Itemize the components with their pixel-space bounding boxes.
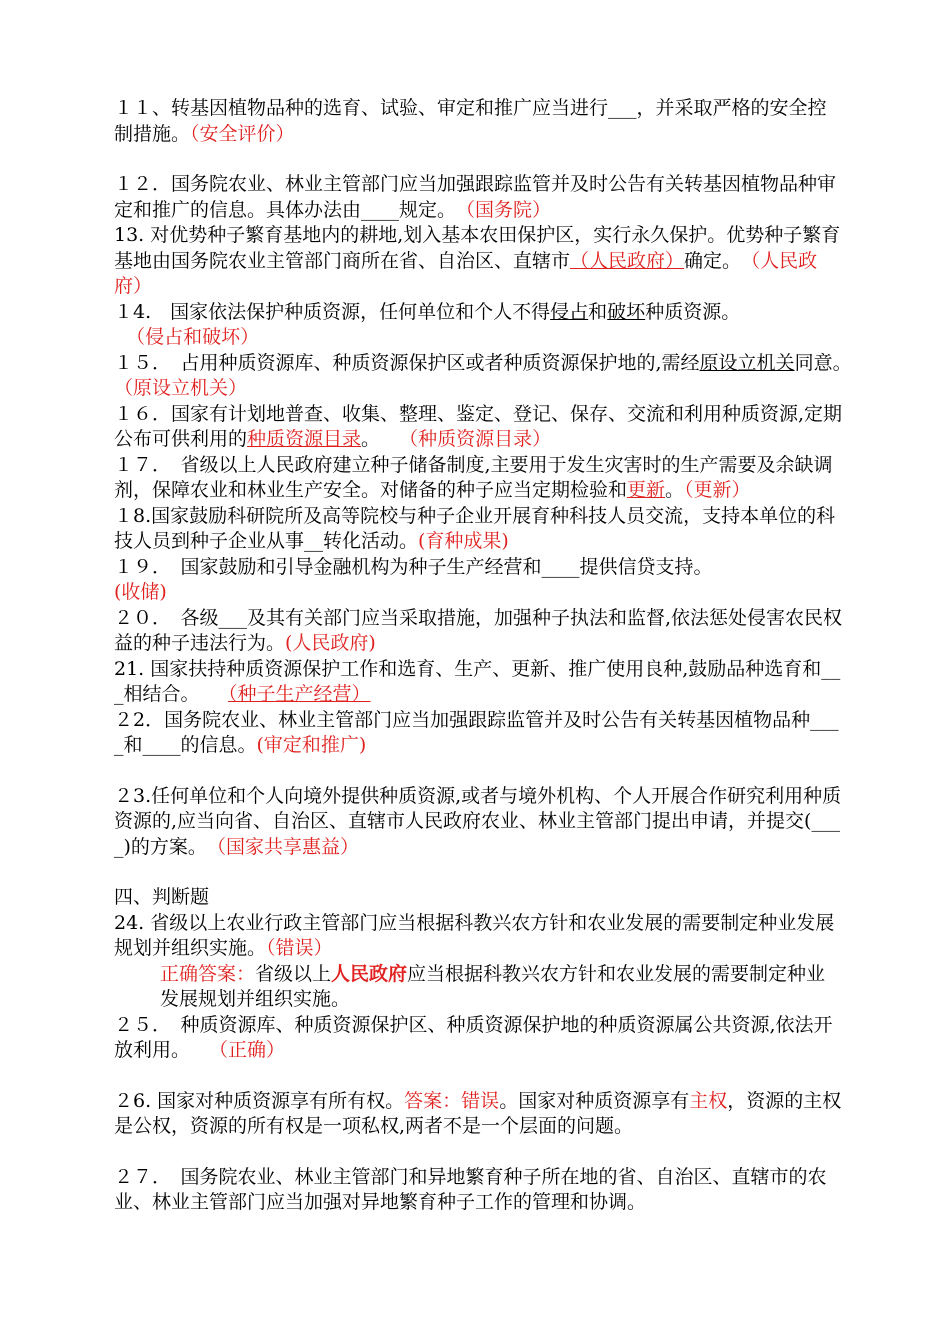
answer-13: （人民政府） xyxy=(114,249,818,297)
question-11: １１、转基因植物品种的选育、试验、审定和推广应当进行___，并采取严格的安全控制措施。（安全评价） xyxy=(114,97,827,145)
question-16: １６．国家有计划地普查、收集、整理、鉴定、登记、保存、交流和利用种质资源,定期公布可供利用的种质资源目录。 （种质资源目录） xyxy=(114,402,843,450)
question-18: １8.国家鼓励科研院所及高等院校与种子企业开展育种科技人员交流，支持本单位的科技人员到种子企业从事__转化活动。(育种成果) xyxy=(114,504,836,552)
answer-19: (收储) xyxy=(114,581,167,603)
question-12: １２．国务院农业、林业主管部门应当加强跟踪监管并及时公告有关转基因植物品种审定和推广的信息。具体办法由____规定。 （国务院） xyxy=(114,173,837,221)
question-15: １５． 占用种质资源库、种质资源保护区或者种质资源保护地的,需经原设立机关同意。 （原设立机关） xyxy=(114,351,843,399)
question-26: ２6. 国家对种质资源享有所有权。答案：错误。国家对种质资源享有主权，资源的主权是公权，资源的所有权是一项私权,两者不是一个层面的问题。 xyxy=(114,1089,842,1137)
question-21: 21. 国家扶持种质资源保护工作和选育、生产、更新、推广使用良种,鼓励品种选育和___相结合。 （种子生产经营） xyxy=(114,657,841,705)
question-14: １4. 国家依法保护种质资源，任何单位和个人不得侵占和破坏种质资源。 （侵占和破坏） xyxy=(114,300,741,348)
question-19: １９． 国家鼓励和引导金融机构为种子生产经营和____提供信贷支持。 (收储) xyxy=(114,555,713,603)
answer-18: (育种成果) xyxy=(418,530,509,552)
answer-23: （国家共享惠益） xyxy=(216,835,359,858)
answer-15: （原设立机关） xyxy=(114,377,248,399)
answer-16: （种质资源目录） xyxy=(408,428,552,450)
answer-25: （正确） xyxy=(218,1039,286,1061)
section-heading-judgment: 四、判断题 xyxy=(114,886,210,908)
question-13: 13. 对优势种子繁育基地内的耕地,划入基本农田保护区，实行永久保护。优势种子繁育基地由国务院农业主管部门商所在省、自治区、直辖市（人民政府）确定。 （人民政府） xyxy=(114,224,841,297)
answer-24: （错误） xyxy=(266,937,333,959)
answer-14: （侵占和破坏） xyxy=(126,326,260,348)
question-27: ２７． 国务院农业、林业主管部门和异地繁育种子所在地的省、自治区、直辖市的农业、林业主管部门应当加强对异地繁育种子工作的管理和协调。 xyxy=(114,1165,827,1213)
question-22: ２2．国务院农业、林业主管部门应当加强跟踪监管并及时公告有关转基因植物品种____和____的信息。(审定和推广) xyxy=(114,708,839,756)
answer-20: (人民政府) xyxy=(285,632,376,654)
document-page xyxy=(114,96,844,1216)
question-23: ２3.任何单位和个人向境外提供种质资源,或者与境外机构、个人开展合作研究利用种质资源的,应当向省、自治区、直辖市人民政府农业、林业主管部门提出申请，并提交(____)的方案。 （国家共享惠益） xyxy=(114,784,842,858)
question-25: ２５． 种质资源库、种质资源保护区、种质资源保护地的种质资源属公共资源,依法开放利用。 （正确） xyxy=(114,1013,833,1061)
answer-12: （国务院） xyxy=(465,198,552,221)
question-17: １７． 省级以上人民政府建立种子储备制度,主要用于发生灾害时的生产需要及余缺调剂，保障农业和林业生产安全。对储备的种子应当定期检验和更新。（更新） xyxy=(114,453,833,501)
answer-21: （种子生产经营） xyxy=(228,683,371,705)
answer-13-inline: （人民政府） xyxy=(570,249,685,272)
question-24: 24. 省级以上农业行政主管部门应当根据科教兴农方针和农业发展的需要制定种业发展规划并组织实施。（错误） xyxy=(114,911,835,959)
correct-answer-24: 正确答案：省级以上人民政府应当根据科教兴农方针和农业发展的需要制定种业发展规划并组织实施。 xyxy=(160,962,826,1010)
answer-22: (审定和推广) xyxy=(256,734,367,756)
question-20: ２０． 各级___及其有关部门应当采取措施，加强种子执法和监督,依法惩处侵害农民权益的种子违法行为。(人民政府) xyxy=(114,606,843,654)
answer-11: （安全评价） xyxy=(190,122,295,145)
answer-17: （更新） xyxy=(684,479,751,501)
answer-26: 答案：错误 xyxy=(404,1089,500,1112)
